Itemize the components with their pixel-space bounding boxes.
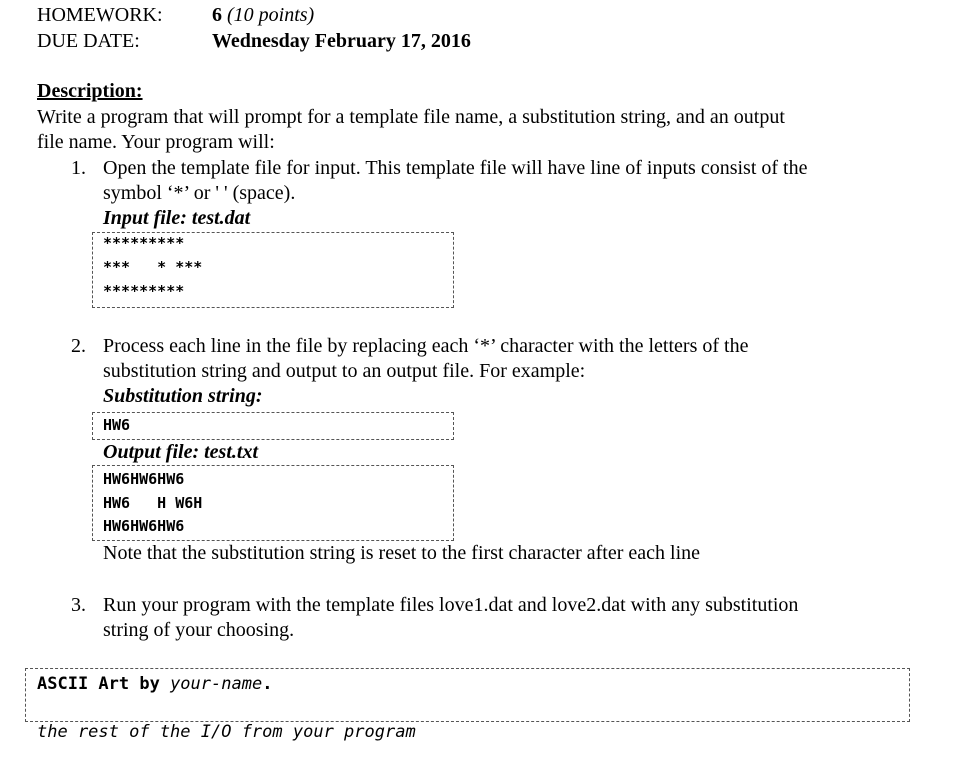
step2-text-1: Process each line in the file by replacing each ‘*’ character with the letters of the <box>103 335 749 357</box>
ascii-art-title <box>37 674 272 694</box>
step3-text-1: Run your program with the template files love1.dat and love2.dat with any substitution <box>103 594 799 616</box>
step3-text-2: string of your choosing. <box>103 619 295 641</box>
ascii-name: your-name <box>170 674 263 694</box>
intro-line-2: file name. Your program will: <box>37 131 275 153</box>
ascii-bold: ASCII Art by <box>37 674 171 694</box>
homework-value: 6 <box>212 4 222 26</box>
input-file-label: Input file: test.dat <box>103 207 251 229</box>
homework-points: (10 points) <box>227 4 315 26</box>
output-line: HW6HW6HW6 <box>103 517 185 535</box>
substitution-value: HW6 <box>103 416 131 434</box>
homework-number <box>212 4 314 27</box>
output-line: HW6HW6HW6 <box>103 470 185 488</box>
due-date: Wednesday February 17, 2016 <box>212 30 471 52</box>
due-label: DUE DATE: <box>37 30 140 52</box>
input-line: ********* <box>103 234 185 252</box>
step1-text-1: Open the template file for input. This template file will have line of inputs consist of the <box>103 157 808 179</box>
substitution-box <box>92 412 454 440</box>
intro-line-1: Write a program that will prompt for a template file name, a substitution string, and an output <box>37 106 785 128</box>
input-line: *** * *** <box>103 258 203 276</box>
substitution-label: Substitution string: <box>103 385 263 407</box>
homework-label: HOMEWORK: <box>37 4 163 26</box>
io-rest: the rest of the I/O from your program <box>37 722 416 742</box>
ascii-period: . <box>262 674 273 694</box>
description-heading: Description: <box>37 80 143 102</box>
step1-text-2: symbol ‘*’ or ' ' (space). <box>103 182 296 204</box>
step2-number: 2. <box>71 335 86 357</box>
note-text: Note that the substitution string is reset to the first character after each line <box>103 542 701 564</box>
output-line: HW6 H W6H <box>103 494 203 512</box>
input-line: ********* <box>103 282 185 300</box>
output-file-label: Output file: test.txt <box>103 441 258 463</box>
step3-number: 3. <box>71 594 86 616</box>
step1-number: 1. <box>71 157 86 179</box>
step2-text-2: substitution string and output to an output file. For example: <box>103 360 586 382</box>
